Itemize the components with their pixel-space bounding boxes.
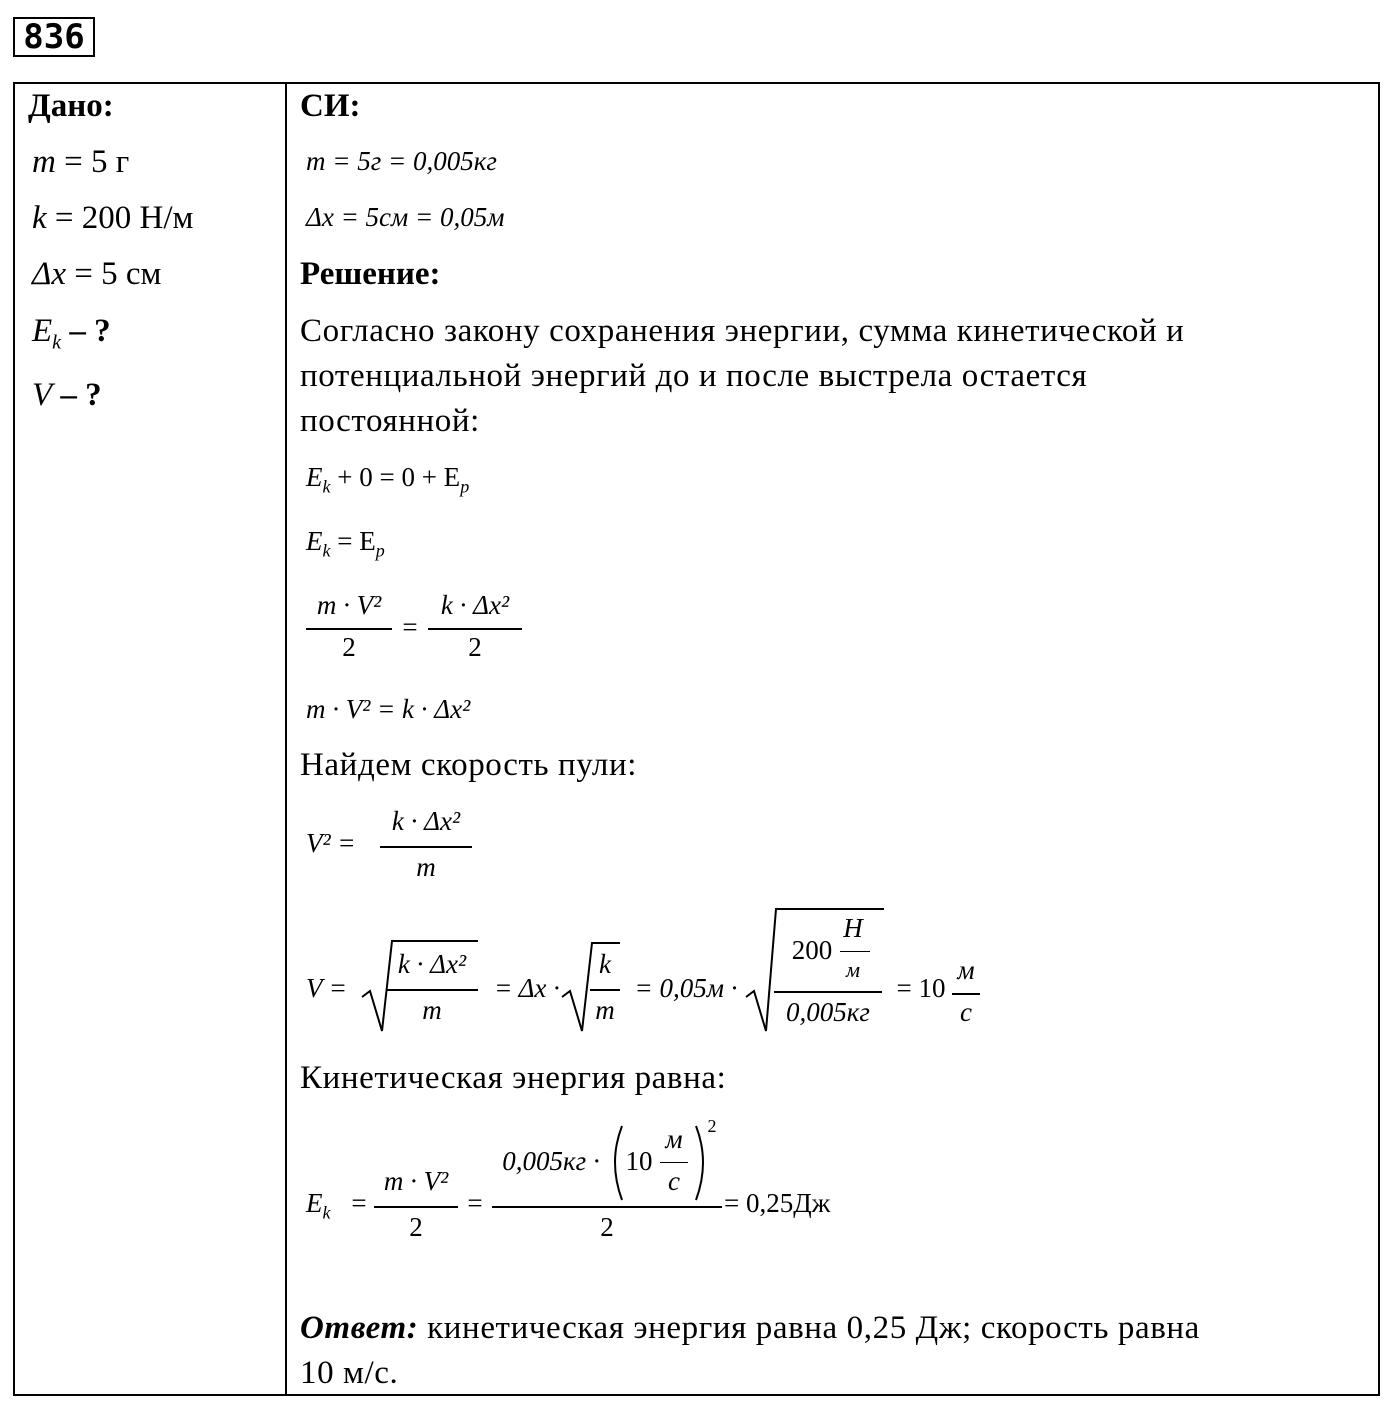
rad3-num-val: 200	[791, 935, 833, 965]
para1-line1: Согласно закону сохранения энергии, сумма кинетической и	[300, 313, 1185, 349]
si-mass: m = 5г = 0,005кг	[306, 146, 497, 176]
frac-left-num: m · V²	[316, 590, 382, 620]
v2-lhs: V² =	[306, 828, 356, 858]
given-header: Дано:	[28, 88, 114, 124]
ek-f2-num-a: 0,005кг ·	[502, 1146, 600, 1176]
unknown-ek: $E_k$ – ?	[32, 313, 111, 354]
problem-number: 836	[13, 17, 95, 57]
v-result: = 10	[896, 973, 946, 1003]
ek-eq2: =	[467, 1188, 483, 1218]
frac-right-den: 2	[468, 632, 482, 662]
si-header: СИ:	[300, 88, 361, 124]
frac-right-num: k · Δx²	[440, 590, 510, 620]
v2-num: k · Δx²	[391, 806, 461, 836]
rad2-den: m	[595, 995, 615, 1025]
paren-val: 10	[625, 1146, 653, 1176]
eq-velocity	[306, 905, 1006, 1035]
mid-dx: = Δx ·	[494, 973, 560, 1003]
answer-line2: 10 м/с.	[300, 1355, 399, 1391]
rad1-den: m	[422, 995, 442, 1025]
para1-line2: потенциальной энергий до и после выстрела остается	[300, 358, 1088, 394]
para1-line3: постоянной:	[300, 403, 480, 439]
v-lhs: V =	[306, 973, 347, 1003]
rad3-den: 0,005кг	[786, 997, 870, 1027]
ek-f1-den: 2	[409, 1212, 423, 1242]
unknown-v: V – ?	[32, 377, 102, 413]
ek-f1-num: m · V²	[383, 1166, 449, 1196]
v2-den: m	[416, 852, 436, 882]
ek-lhs: $E_k$	[306, 1188, 331, 1223]
eq-ek-equals-ep: $E_k = E_p$	[306, 526, 385, 561]
frac-left-den: 2	[342, 632, 356, 662]
si-displacement: Δx = 5см = 0,05м	[306, 202, 505, 232]
rad1-num: k · Δx²	[397, 949, 467, 979]
eq-v-squared	[306, 806, 486, 890]
paren-unit-den: с	[668, 1166, 680, 1196]
given-stiffness: k = 200 Н/м	[32, 200, 194, 236]
mid-005m: = 0,05м ·	[634, 973, 738, 1003]
para2: Найдем скорость пули:	[300, 747, 638, 783]
rad3-unit-den: м	[845, 957, 861, 982]
answer-line1: Ответ: кинетическая энергия равна 0,25 Дж; скорость равна	[300, 1310, 1200, 1346]
given-displacement: Δx = 5 см	[32, 256, 162, 292]
para3: Кинетическая энергия равна:	[300, 1060, 727, 1096]
v-unit-den: с	[960, 997, 972, 1027]
eq-energy-conservation: $E_k + 0 = 0 + E_p$	[306, 462, 470, 497]
given-mass: m = 5 г	[32, 144, 130, 180]
paren-unit-num: м	[665, 1124, 683, 1154]
rad2-num: k	[599, 949, 611, 979]
column-divider	[285, 82, 287, 1396]
ek-f2-den: 2	[600, 1212, 614, 1242]
power: 2	[707, 1116, 717, 1136]
eq-sign: =	[402, 612, 418, 642]
ek-result: = 0,25Дж	[724, 1188, 831, 1218]
v-unit-num: м	[957, 955, 975, 985]
ek-eq1: =	[351, 1188, 367, 1218]
eq-mv2-kdx2: m · V² = k · Δx²	[306, 694, 471, 724]
solution-header: Решение:	[300, 256, 441, 292]
eq-kinetic-energy	[306, 1116, 926, 1250]
rad3-unit-num: Н	[843, 913, 863, 943]
eq-energy-fractions	[306, 590, 536, 670]
